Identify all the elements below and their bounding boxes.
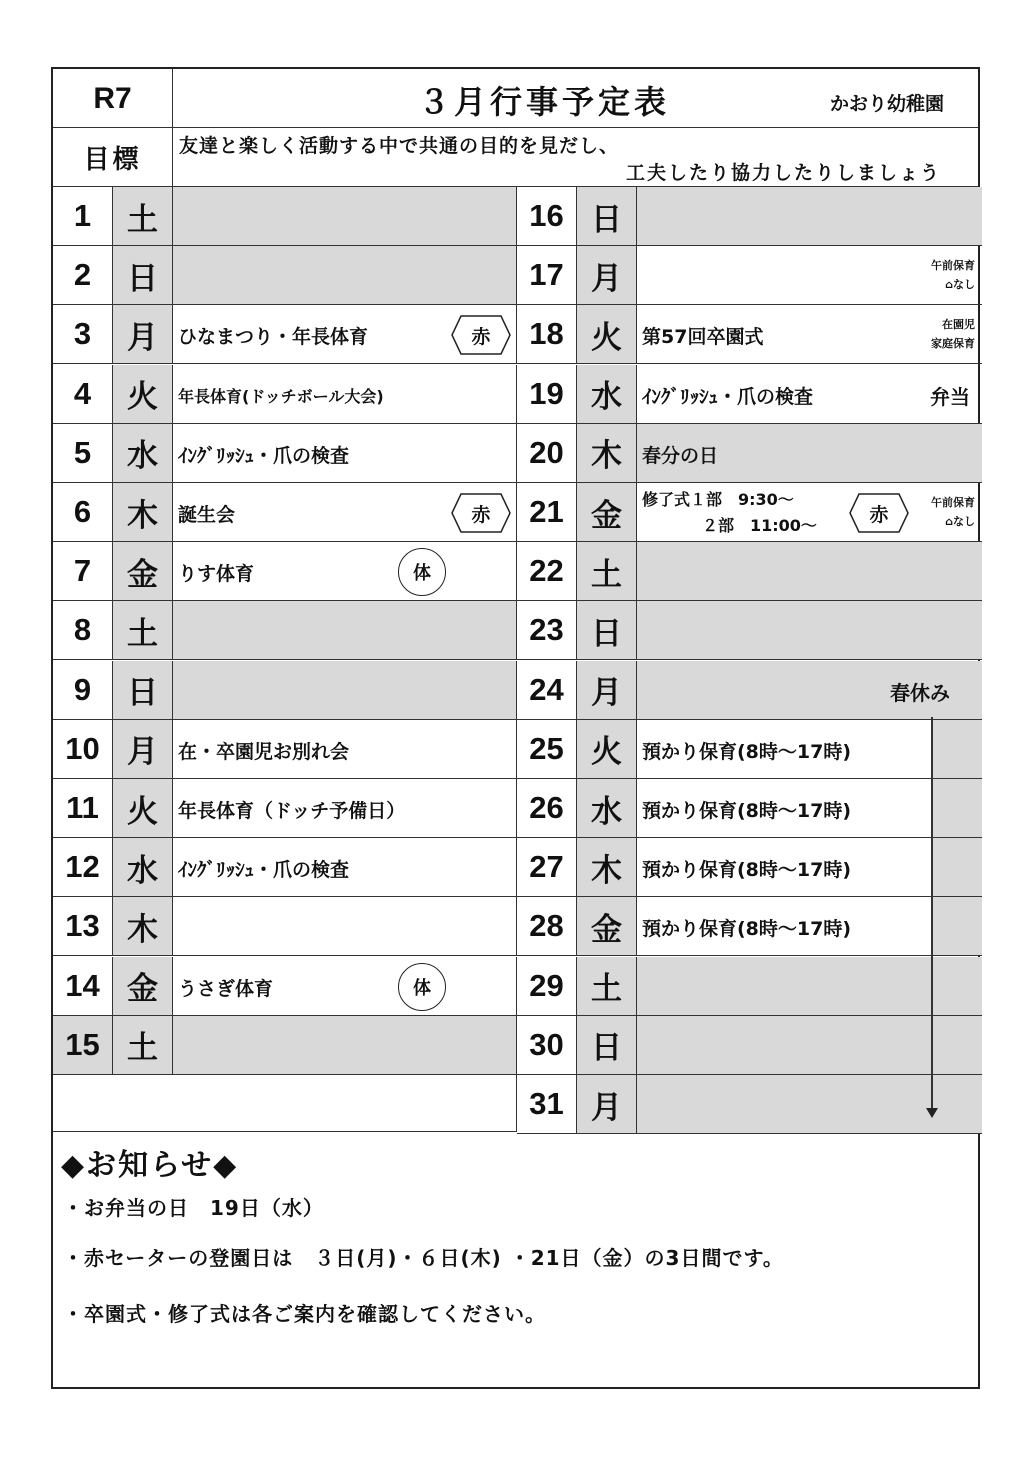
day-of-week: 火 xyxy=(113,365,173,424)
event-cell xyxy=(637,365,982,424)
day-of-week: 月 xyxy=(577,1075,637,1134)
day-of-week: 火 xyxy=(577,305,637,364)
day-of-week: 日 xyxy=(113,661,173,720)
pe-badge: 体 xyxy=(398,548,446,596)
red-sweater-badge xyxy=(451,493,511,533)
event-text: 預かり保育(8時～17時) xyxy=(642,740,852,763)
event-cell xyxy=(173,720,517,779)
pe-badge: 体 xyxy=(398,963,446,1011)
day-of-week: 土 xyxy=(577,957,637,1016)
day-number: 3 xyxy=(53,305,113,364)
side-note-line: ⌂なし xyxy=(945,515,975,528)
event-text: うさぎ体育 xyxy=(178,977,274,1000)
day-number: 25 xyxy=(517,720,577,779)
event-cell xyxy=(173,1016,517,1075)
arrow-line xyxy=(931,717,933,1110)
day-number: 2 xyxy=(53,246,113,305)
event-text: ｲﾝｸﾞﾘｯｼｭ・爪の検査 xyxy=(642,385,814,408)
day-number: 8 xyxy=(53,601,113,660)
event-cell xyxy=(173,779,517,838)
badge-label: 赤 xyxy=(869,503,889,526)
day-of-week: 火 xyxy=(113,779,173,838)
day-number: 28 xyxy=(517,897,577,956)
shaded-strip xyxy=(932,779,982,837)
day-of-week: 土 xyxy=(113,187,173,246)
empty-cell xyxy=(53,1073,517,1132)
day-number: 14 xyxy=(53,957,113,1016)
event-cell xyxy=(173,897,517,956)
day-number: 19 xyxy=(517,365,577,424)
event-cell xyxy=(637,483,982,542)
header-divider xyxy=(53,69,978,128)
event-text: ｲﾝｸﾞﾘｯｼｭ・爪の検査 xyxy=(178,444,350,467)
arrow-down-icon xyxy=(926,1108,938,1118)
day-number: 11 xyxy=(53,779,113,838)
day-number: 1 xyxy=(53,187,113,246)
event-cell xyxy=(637,661,982,720)
day-of-week: 月 xyxy=(113,305,173,364)
day-of-week: 日 xyxy=(113,246,173,305)
day-number: 29 xyxy=(517,957,577,1016)
notice-item: ・卒園式・修了式は各ご案内を確認してください。 xyxy=(63,1302,546,1326)
schedule-sheet xyxy=(51,67,980,1389)
day-number: 4 xyxy=(53,365,113,424)
goal-line-1: 友達と楽しく活動する中で共通の目的を見だし、 xyxy=(179,135,620,157)
event-cell xyxy=(637,187,982,246)
day-number: 20 xyxy=(517,424,577,483)
event-cell xyxy=(173,365,517,424)
event-text: りす体育 xyxy=(178,563,255,586)
day-of-week: 日 xyxy=(577,601,637,660)
day-of-week: 水 xyxy=(577,365,637,424)
day-number: 31 xyxy=(517,1075,577,1134)
badge-label: 赤 xyxy=(471,325,491,348)
day-of-week: 金 xyxy=(113,542,173,601)
event-cell xyxy=(637,601,982,660)
side-note xyxy=(931,315,975,353)
event-cell xyxy=(173,957,517,1016)
day-of-week: 木 xyxy=(113,897,173,956)
goal-label: 目標 xyxy=(53,128,173,187)
day-of-week: 木 xyxy=(577,838,637,897)
day-of-week: 水 xyxy=(113,424,173,483)
event-text: 春分の日 xyxy=(642,444,719,467)
day-number: 7 xyxy=(53,542,113,601)
day-of-week: 日 xyxy=(577,1016,637,1075)
shaded-strip xyxy=(932,838,982,896)
day-number: 21 xyxy=(517,483,577,542)
day-of-week: 土 xyxy=(113,601,173,660)
goal-line-2: 工夫したり協力したりしましょう xyxy=(625,162,941,184)
side-note-line: ⌂なし xyxy=(945,278,975,292)
school-name: かおり幼稚園 xyxy=(829,93,944,115)
event-cell xyxy=(173,246,517,305)
day-of-week: 土 xyxy=(113,1016,173,1075)
side-note-line: 家庭保育 xyxy=(931,337,975,351)
day-of-week: 土 xyxy=(577,542,637,601)
event-cell xyxy=(637,542,982,601)
event-cell xyxy=(173,542,517,601)
side-note xyxy=(931,493,975,531)
event-text: ２部 11:00～ xyxy=(702,516,817,535)
side-note-line: 午前保育 xyxy=(931,259,975,273)
day-number: 13 xyxy=(53,897,113,956)
badge-label: 赤 xyxy=(471,503,491,526)
event-text: 在・卒園児お別れ会 xyxy=(178,740,350,763)
day-number: 16 xyxy=(517,187,577,246)
event-text: 預かり保育(8時～17時) xyxy=(642,859,852,882)
goal-divider xyxy=(53,128,978,187)
shaded-strip xyxy=(932,897,982,955)
side-note-line: 在園児 xyxy=(942,318,975,332)
side-note xyxy=(931,256,975,294)
day-number: 15 xyxy=(53,1016,113,1075)
day-number: 24 xyxy=(517,661,577,720)
event-text: 誕生会 xyxy=(178,504,236,526)
event-text: ｲﾝｸﾞﾘｯｼｭ・爪の検査 xyxy=(178,859,350,882)
event-text: 修了式１部 9:30～ xyxy=(642,490,794,509)
day-of-week: 水 xyxy=(577,779,637,838)
right-label: 弁当 xyxy=(930,384,970,409)
day-number: 12 xyxy=(53,838,113,897)
day-of-week: 火 xyxy=(577,720,637,779)
day-of-week: 木 xyxy=(577,424,637,483)
day-number: 27 xyxy=(517,838,577,897)
event-cell xyxy=(173,305,517,364)
day-of-week: 金 xyxy=(113,957,173,1016)
day-of-week: 月 xyxy=(113,720,173,779)
event-cell xyxy=(637,305,982,364)
day-number: 23 xyxy=(517,601,577,660)
day-number: 9 xyxy=(53,661,113,720)
day-number: 30 xyxy=(517,1016,577,1075)
event-text: ひなまつり・年長体育 xyxy=(178,326,369,349)
day-of-week: 月 xyxy=(577,661,637,720)
event-text: 年長体育(ドッチボール大会) xyxy=(178,386,384,406)
event-cell xyxy=(637,246,982,305)
notice-title: ◆お知らせ◆ xyxy=(61,1148,239,1183)
event-cell xyxy=(173,601,517,660)
day-number: 10 xyxy=(53,720,113,779)
notice-section xyxy=(53,1132,978,1387)
day-of-week: 日 xyxy=(577,187,637,246)
era-label: R7 xyxy=(53,69,173,128)
page-title: ３月行事予定表 xyxy=(418,83,671,121)
day-number: 17 xyxy=(517,246,577,305)
day-of-week: 金 xyxy=(577,897,637,956)
event-cell xyxy=(173,424,517,483)
notice-item: ・赤セーターの登園日は ３日(月)・６日(木) ・21日（金）の3日間です。 xyxy=(63,1246,784,1270)
day-number: 22 xyxy=(517,542,577,601)
red-sweater-badge xyxy=(849,493,909,533)
event-cell xyxy=(637,424,982,483)
red-sweater-badge xyxy=(451,315,511,355)
day-of-week: 木 xyxy=(113,483,173,542)
day-of-week: 金 xyxy=(577,483,637,542)
event-text: 預かり保育(8時～17時) xyxy=(642,800,852,822)
shaded-strip xyxy=(932,720,982,778)
event-cell xyxy=(173,661,517,720)
right-label: 春休み xyxy=(890,680,950,705)
day-number: 18 xyxy=(517,305,577,364)
day-of-week: 水 xyxy=(113,838,173,897)
event-text: 預かり保育(8時～17時) xyxy=(642,918,852,941)
notice-item: ・お弁当の日 19日（水） xyxy=(63,1196,324,1220)
event-text: 年長体育（ドッチ予備日） xyxy=(178,800,406,822)
day-of-week: 月 xyxy=(577,246,637,305)
event-cell xyxy=(173,838,517,897)
side-note-line: 午前保育 xyxy=(931,496,975,509)
event-text: 第57回卒園式 xyxy=(642,326,764,349)
event-cell xyxy=(173,483,517,542)
day-number: 5 xyxy=(53,424,113,483)
event-cell xyxy=(173,187,517,246)
day-number: 26 xyxy=(517,779,577,838)
day-number: 6 xyxy=(53,483,113,542)
